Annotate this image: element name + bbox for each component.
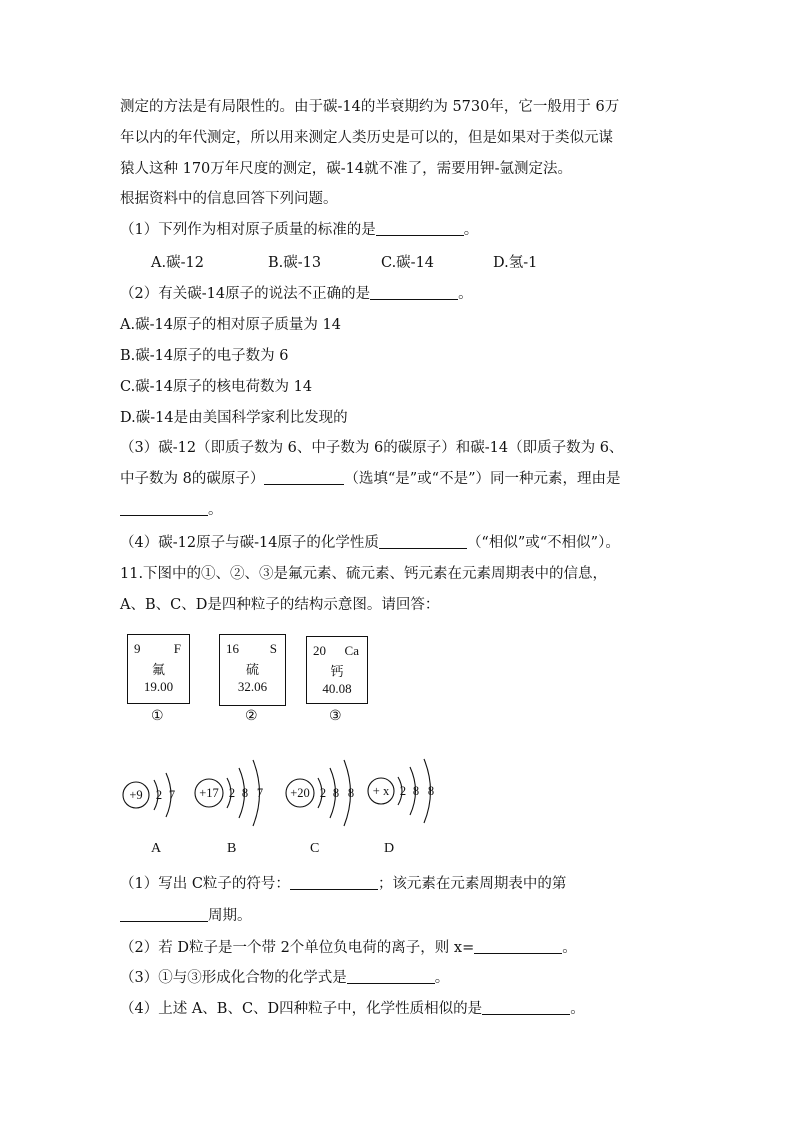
sub-q2-line <box>120 938 680 958</box>
q1-option-b: B.碳-13 <box>268 255 322 271</box>
sub-q1-a: （1）写出 C粒子的符号： <box>120 876 290 892</box>
q3-line-2b: （选填“是”或“不是”）同一种元素，理由是 <box>344 471 621 487</box>
element-card-sulfur <box>219 634 286 706</box>
q1-option-c: C.碳-14 <box>381 255 435 271</box>
nucleus-charge-a: +9 <box>129 788 143 802</box>
nucleus-charge-d: + x <box>372 784 390 798</box>
sub-q2-a: （2）若 D粒子是一个带 2个单位负电荷的离子，则 x= <box>120 940 475 956</box>
q2-end: 。 <box>458 286 473 302</box>
intro-line-3: 猿人这种 170万年尺度的测定，碳-14就不准了，需要用钾-氩测定法。 <box>120 161 573 177</box>
element-name: 氟 <box>151 662 165 677</box>
q4-line <box>120 533 680 553</box>
sub-q1-line <box>120 874 680 894</box>
shell-count: 2 <box>228 786 236 800</box>
q3-answer-blank-2[interactable] <box>120 500 208 516</box>
q2-option-a: A.碳-14原子的相对原子质量为 14 <box>120 317 341 333</box>
q3-line-3 <box>120 500 680 520</box>
element-label-1: ① <box>151 708 164 724</box>
element-name: 钙 <box>330 664 344 679</box>
shell-count: 7 <box>256 786 264 800</box>
q2-option-c: C.碳-14原子的核电荷数为 14 <box>120 379 313 395</box>
shell-count: 8 <box>347 786 355 800</box>
shell-count: 2 <box>319 786 327 800</box>
q3-line-2 <box>120 469 680 489</box>
element-symbol: S <box>269 641 277 656</box>
atom-label-b: B <box>227 841 237 856</box>
element-symbol: F <box>173 641 181 656</box>
sub-q4-b: 。 <box>570 1001 585 1017</box>
atom-label-d: D <box>384 841 395 856</box>
q1-option-d: D.氢-1 <box>493 255 538 271</box>
q2-option-b: B.碳-14原子的电子数为 6 <box>120 348 289 364</box>
q1-option-a: A.碳-12 <box>151 255 204 271</box>
q1-answer-blank[interactable] <box>376 220 464 236</box>
intro-line-2: 年以内的年代测定，所以用来测定人类历史是可以的，但是如果对于类似元谋 <box>120 130 613 146</box>
atom-structure-diagrams <box>110 740 450 830</box>
q3-answer-blank-1[interactable] <box>264 469 344 485</box>
intro-line-1: 测定的方法是有局限性的。由于碳-14的半衰期约为 5730年，它一般用于 6万 <box>120 99 620 115</box>
nucleus-charge-b: +17 <box>199 786 219 800</box>
shell-count: 7 <box>168 788 176 802</box>
sub-q3-b: 。 <box>434 970 450 986</box>
q2-answer-blank[interactable] <box>370 284 458 300</box>
element-mass: 40.08 <box>322 681 352 696</box>
sub-q1-blank-2[interactable] <box>120 906 208 922</box>
shell-count: 2 <box>155 788 163 802</box>
element-card-calcium <box>306 636 368 704</box>
element-name: 硫 <box>245 662 259 677</box>
nucleus-charge-c: +20 <box>290 786 310 800</box>
sub-q2-blank[interactable] <box>474 938 562 954</box>
intro-line-4: 根据资料中的信息回答下列问题。 <box>120 191 338 207</box>
q3-end: 。 <box>208 502 223 518</box>
element-card-fluorine <box>127 634 190 704</box>
sub-q3-line <box>120 968 680 988</box>
element-mass: 19.00 <box>143 679 174 694</box>
q4-answer-blank[interactable] <box>379 533 467 549</box>
q4-end: （“相似”或“不相似”）。 <box>466 535 620 551</box>
q11-line-2: A、B、C、D是四种粒子的结构示意图。请回答： <box>120 597 440 613</box>
sub-q3-blank[interactable] <box>347 968 435 984</box>
shell-count: 8 <box>241 786 249 800</box>
sub-q1-c: 周期。 <box>208 908 252 924</box>
q1-stem: （1）下列作为相对原子质量的标准的是 <box>120 222 376 238</box>
shell-count: 8 <box>412 784 420 798</box>
q4-stem: （4）碳-12原子与碳-14原子的化学性质 <box>120 535 379 551</box>
q1-stem-line <box>120 220 680 240</box>
q1-end: 。 <box>463 222 479 238</box>
sub-q1-line-2 <box>120 906 680 926</box>
element-number: 9 <box>134 641 141 656</box>
element-label-3: ③ <box>329 708 342 724</box>
sub-q4-blank[interactable] <box>482 999 570 1015</box>
sub-q4-a: （4）上述 A、B、C、D四种粒子中，化学性质相似的是 <box>120 1001 483 1017</box>
element-label-2: ② <box>245 708 258 724</box>
q2-option-d: D.碳-14是由美国科学家利比发现的 <box>120 410 348 426</box>
sub-q1-blank-1[interactable] <box>290 874 378 890</box>
element-number: 20 <box>313 643 326 658</box>
q2-stem: （2）有关碳-14原子的说法不正确的是 <box>120 286 371 302</box>
element-mass: 32.06 <box>237 679 268 694</box>
q3-line-1: （3）碳-12（即质子数为 6、中子数为 6的碳原子）和碳-14（即质子数为 6、 <box>120 440 624 456</box>
sub-q2-b: 。 <box>562 940 577 956</box>
shell-count: 2 <box>399 784 407 798</box>
sub-q3-a: （3）①与③形成化合物的化学式是 <box>120 970 347 986</box>
sub-q4-line <box>120 999 680 1019</box>
shell-count: 8 <box>427 784 435 798</box>
q11-line-1: 11.下图中的①、②、③是氟元素、硫元素、钙元素在元素周期表中的信息， <box>120 566 608 582</box>
atom-label-a: A <box>151 841 162 856</box>
shell-count: 8 <box>332 786 340 800</box>
q3-line-2a: 中子数为 8的碳原子） <box>120 471 265 487</box>
element-number: 16 <box>226 641 239 656</box>
element-symbol: Ca <box>344 643 359 658</box>
q2-stem-line <box>120 284 680 304</box>
atom-label-c: C <box>310 841 320 856</box>
sub-q1-b: ；该元素在元素周期表中的第 <box>377 876 567 892</box>
